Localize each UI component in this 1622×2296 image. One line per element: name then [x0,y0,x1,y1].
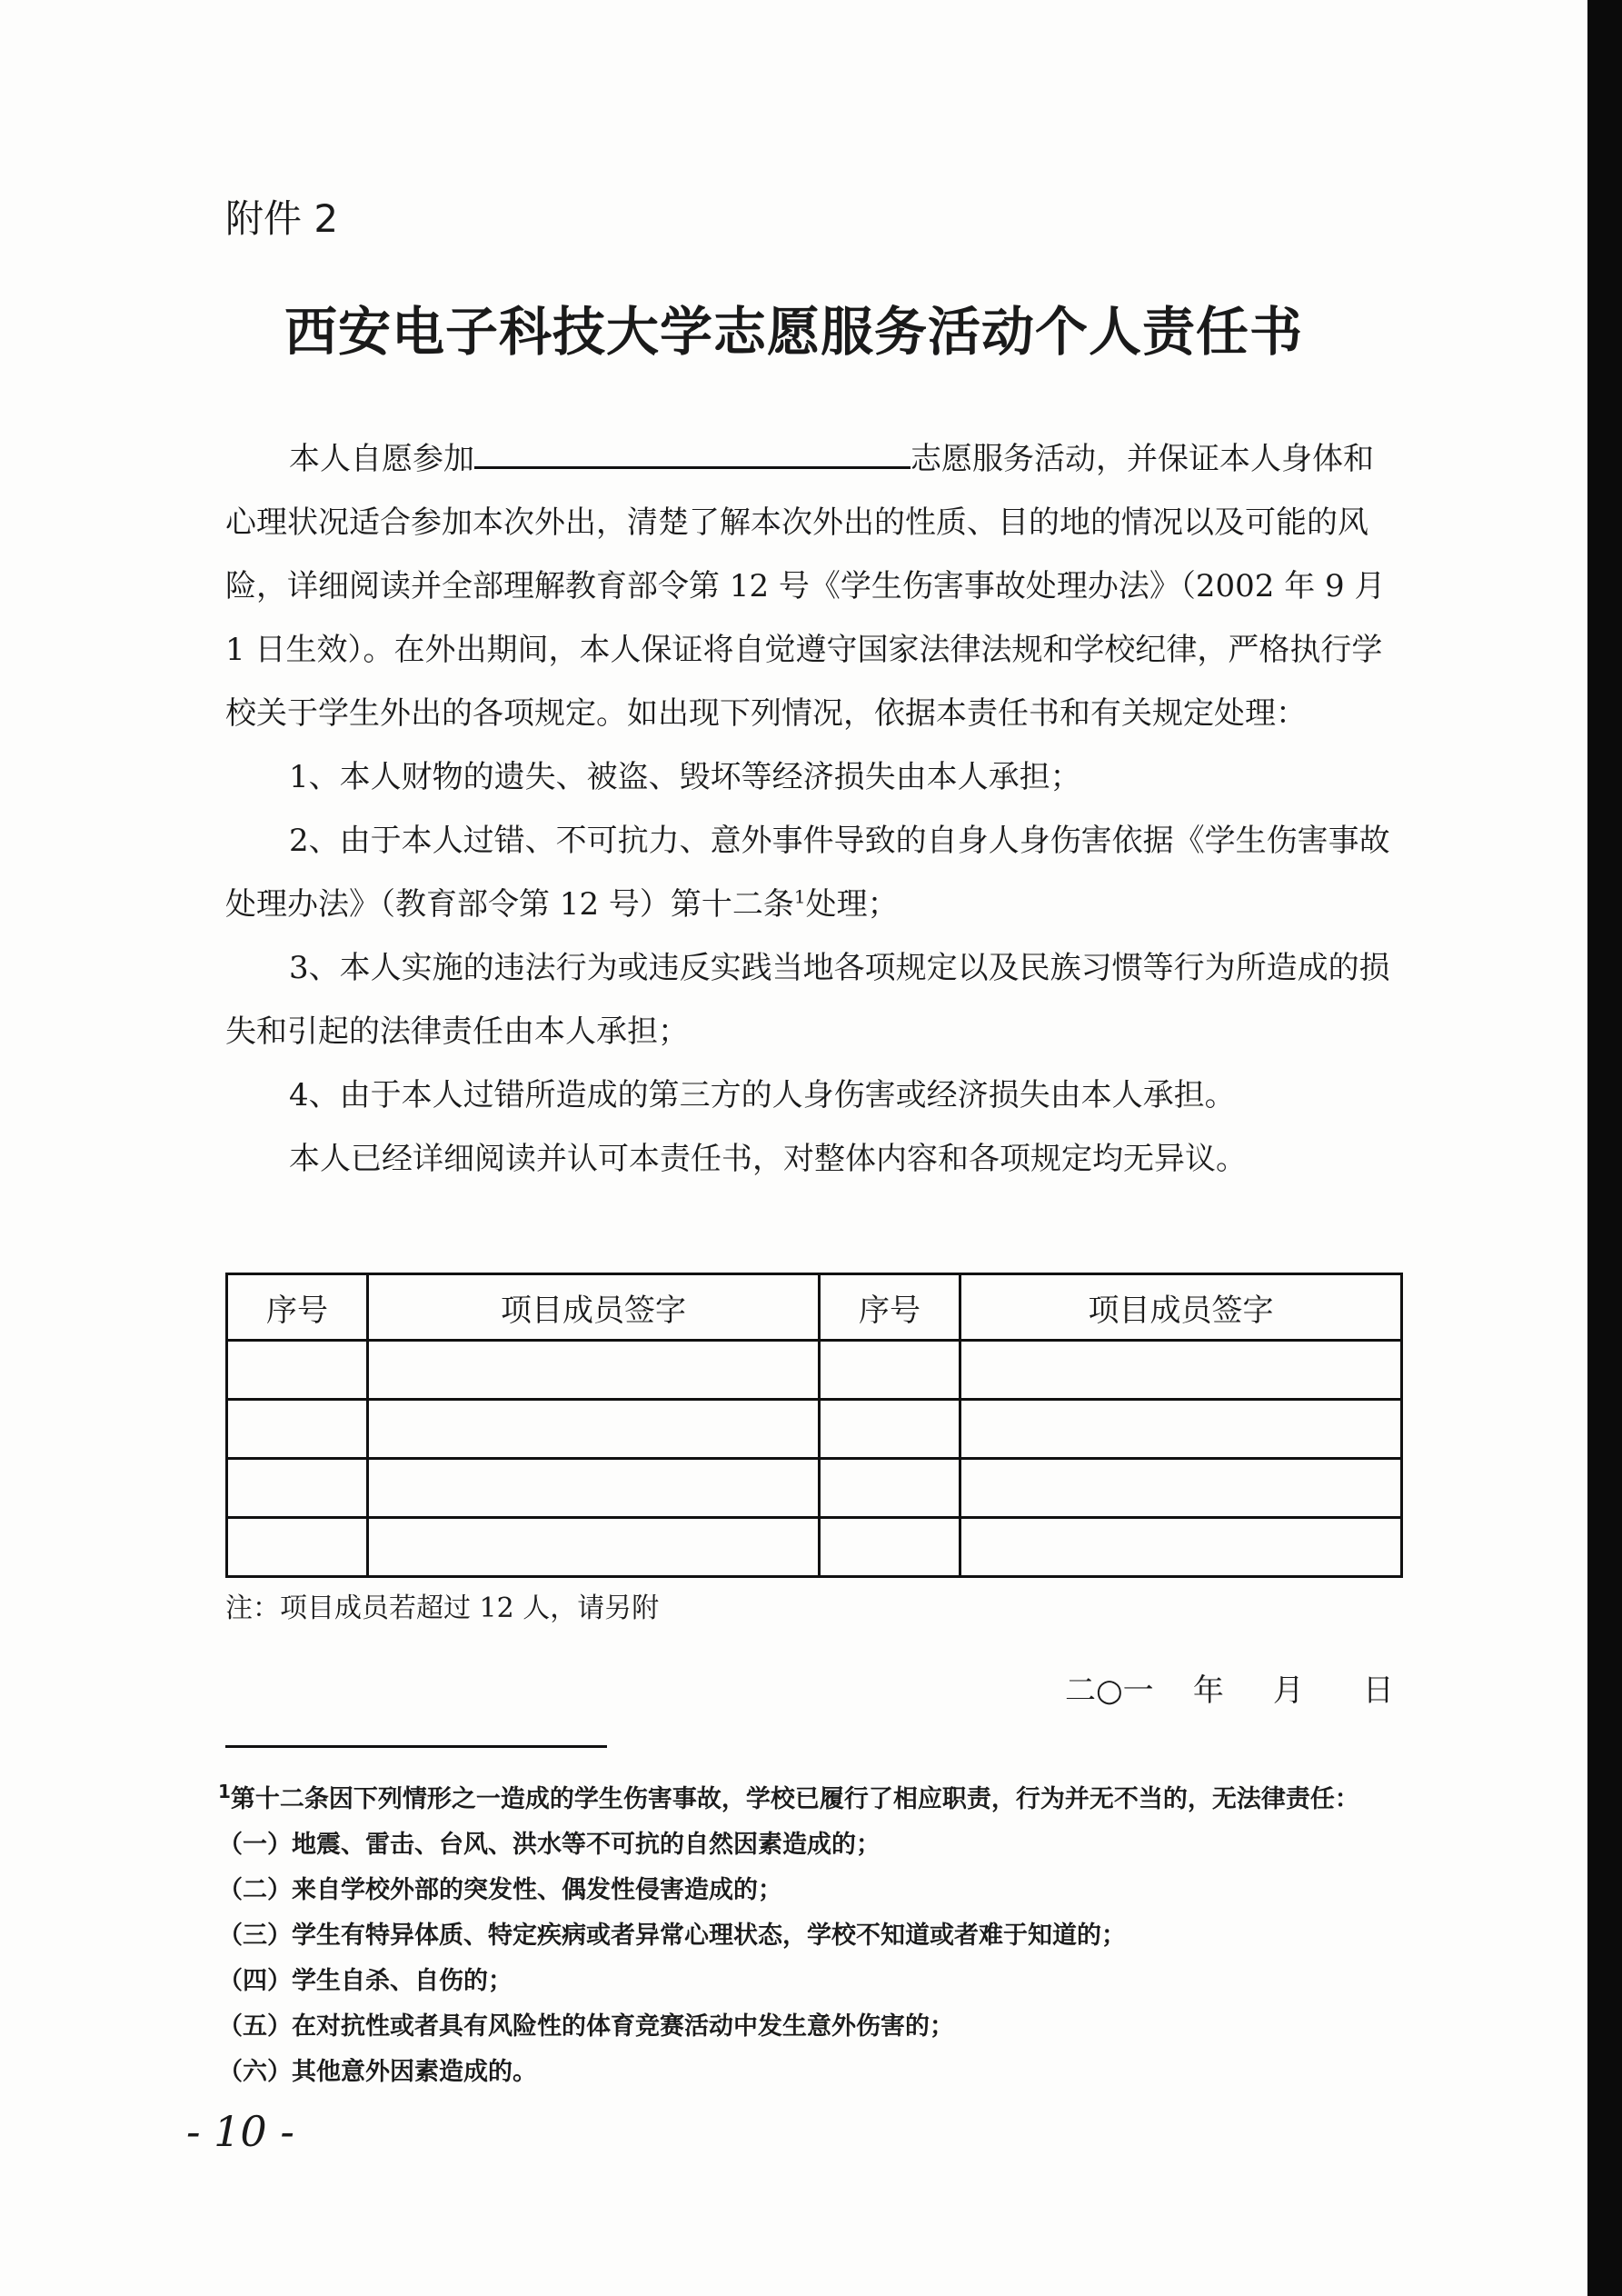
header-no-left: 序号 [227,1274,368,1341]
date-line[interactable]: 二○一 年 月 日 [1065,1672,1394,1709]
signature-cell[interactable] [368,1518,820,1577]
footnotes [218,1777,1359,2095]
attachment-label: 附件 2 [225,196,339,241]
footnote-marker: 1 [218,1781,231,1802]
closing-statement: 本人已经详细阅读并认可本责任书，对整体内容和各项规定均无异议。 [289,1141,1247,1177]
signature-cell[interactable] [960,1459,1402,1518]
no-cell[interactable] [820,1341,960,1400]
clause-4: 4、由于本人过错所造成的第三方的人身伤害或经济损失由本人承担。 [289,1077,1236,1113]
table-row [227,1459,1402,1518]
no-cell[interactable] [820,1518,960,1577]
footnote-item: （一）地震、雷击、台风、洪水等不可抗的自然因素造成的； [218,1831,881,1859]
clause-2-text: 2、由于本人过错、不可抗力、意外事件导致的自身人身伤害依据《学生伤害事故处理办法》（教育部令第 12 号）第十二条 [225,823,1390,923]
intro-before-blank: 本人自愿参加 [289,441,474,477]
clause-2-end: 处理； [805,886,899,923]
table-row [227,1341,1402,1400]
signature-cell[interactable] [368,1341,820,1400]
header-no-right: 序号 [820,1274,960,1341]
scan-edge [1587,0,1622,2296]
signature-cell[interactable] [960,1341,1402,1400]
signature-cell[interactable] [960,1400,1402,1459]
page-number: - 10 - [186,2107,294,2156]
table-row [227,1400,1402,1459]
signature-cell[interactable] [960,1518,1402,1577]
clause-1: 1、本人财物的遗失、被盗、毁坏等经济损失由本人承担； [289,759,1081,795]
table-note: 注：项目成员若超过 12 人，请另附 [225,1592,660,1624]
no-cell[interactable] [227,1341,368,1400]
clause-3: 3、本人实施的违法行为或违反实践当地各项规定以及民族习惯等行为所造成的损失和引起的法律责任由本人承担； [225,950,1390,1050]
signature-cell[interactable] [368,1400,820,1459]
footnote-item: （五）在对抗性或者具有风险性的体育竞赛活动中发生意外伤害的； [218,2012,954,2041]
document-body [225,427,1398,1191]
signature-table [225,1273,1403,1578]
footnote-ref: 1 [793,885,806,908]
intro-after-blank: 志愿服务活动，并保证本人身体和心理状况适合参加本次外出，清楚了解本次外出的性质、目的地的情况以及可能的风险，详细阅读并全部理解教育部令第 12 号《学生伤害事故处理办法》（2002 年 9 月 1 日生效）。在外出期间，本人保证将自觉遵守国家法律法规和学校纪律，严格执行学校关于学生外出的各项规定。如出现下列情况，依据本责任书和有关规定处理： [225,441,1386,732]
document-title: 西安电子科技大学志愿服务活动个人责任书 [284,301,1303,363]
header-signature-left: 项目成员签字 [368,1274,820,1341]
table-header-row [227,1274,1402,1341]
no-cell[interactable] [227,1518,368,1577]
footnote-item: （四）学生自杀、自伤的； [218,1967,512,1995]
activity-name-blank[interactable] [474,439,911,469]
no-cell[interactable] [820,1400,960,1459]
footnote-item: （三）学生有特异体质、特定疾病或者异常心理状态，学校不知道或者难于知道的； [218,1922,1126,1950]
no-cell[interactable] [227,1400,368,1459]
intro-paragraph [225,427,1398,745]
header-signature-right: 项目成员签字 [960,1274,1402,1341]
clause-2 [225,809,1398,936]
signature-cell[interactable] [368,1459,820,1518]
no-cell[interactable] [227,1459,368,1518]
footnote-item: （六）其他意外因素造成的。 [218,2058,537,2086]
footnote-intro-text: 第十二条因下列情形之一造成的学生伤害事故，学校已履行了相应职责，行为并无不当的，无法律责任： [230,1785,1359,1813]
no-cell[interactable] [820,1459,960,1518]
footnote-intro [218,1777,1359,1822]
footnote-divider [225,1745,607,1748]
table-row [227,1518,1402,1577]
footnote-item: （二）来自学校外部的突发性、偶发性侵害造成的； [218,1876,782,1904]
